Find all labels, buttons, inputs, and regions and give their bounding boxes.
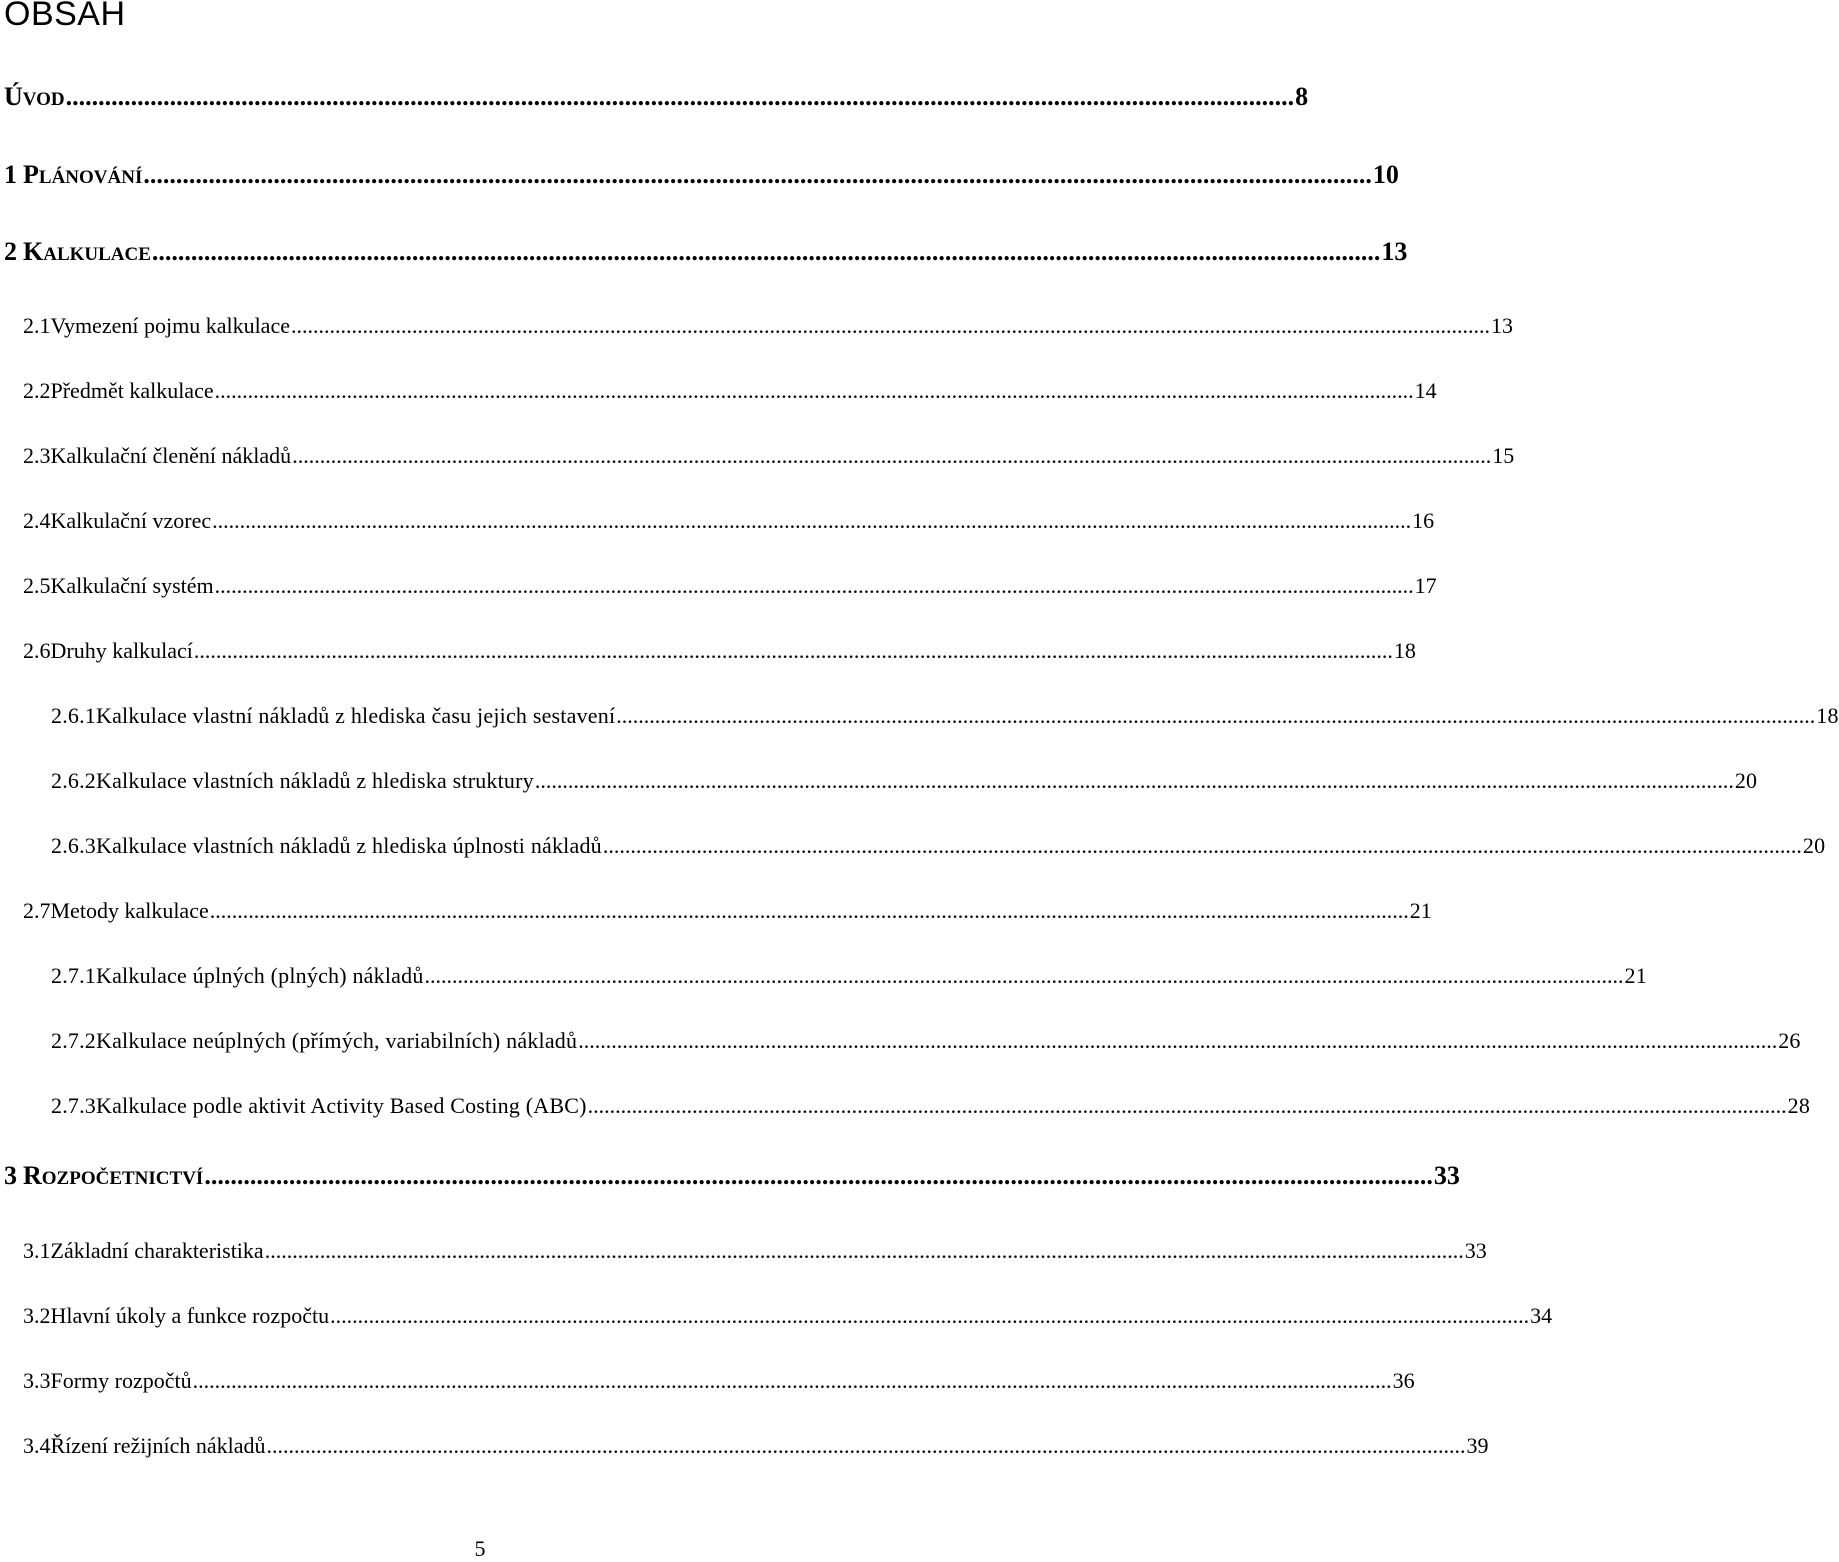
toc-entry-title: Kalkulace neúplných (přímých, variabilních) nákladů <box>96 1028 578 1053</box>
toc-entry-page: 20 <box>1802 833 1826 858</box>
toc-entry-title: Kalkulační systém <box>50 573 214 598</box>
toc-entry-2-6-2[interactable] <box>51 768 1758 794</box>
toc-entry-2-6-1[interactable] <box>51 703 1839 729</box>
dot-leader: .......................................................................................................................................................................................................................... <box>209 898 1409 923</box>
toc-entry-title: Předmět kalkulace <box>50 378 214 403</box>
toc-entry-title: PLÁNOVÁNÍ <box>23 160 143 189</box>
toc-entry-number: 3 <box>4 1161 17 1190</box>
toc-entry-number: 2 <box>4 237 17 266</box>
toc-entry-title: Kalkulace úplných (plných) nákladů <box>96 963 424 988</box>
toc-entry-number: 3.1 <box>23 1238 51 1263</box>
toc-entry-page: 15 <box>1492 443 1515 468</box>
toc-entry-2-3[interactable] <box>23 443 1515 469</box>
toc-entry-page: 36 <box>1392 1368 1415 1393</box>
toc-entry-chapter-2[interactable] <box>4 237 1408 267</box>
toc-entry-page: 33 <box>1433 1161 1460 1190</box>
dot-leader: .......................................................................................................................................................................................................................... <box>192 1368 1392 1393</box>
dot-leader: .......................................................................................................................................................................................................................... <box>212 508 1412 533</box>
toc-entry-number: 2.6.3 <box>51 833 96 858</box>
toc-entry-title: Kalkulace vlastní nákladů z hlediska času jejich sestavení <box>96 703 616 728</box>
toc-entry-title: ROZPOČETNICTVÍ <box>23 1161 204 1190</box>
toc-entry-2-5[interactable] <box>23 573 1437 599</box>
dot-leader: .......................................................................................................................................................................................................................... <box>534 768 1734 793</box>
toc-entry-3-3[interactable] <box>23 1368 1415 1394</box>
dot-leader: .......................................................................................................................................................................................................................... <box>214 573 1414 598</box>
toc-entry-page: 13 <box>1381 237 1408 266</box>
toc-entry-title: Kalkulace vlastních nákladů z hlediska struktury <box>96 768 534 793</box>
toc-entry-uvod[interactable] <box>4 82 1309 112</box>
toc-entry-number: 2.1 <box>23 313 51 338</box>
dot-leader: ............................................................................................................................................................................................. <box>151 237 1381 266</box>
toc-entry-page: 14 <box>1414 378 1437 403</box>
dot-leader: .......................................................................................................................................................................................................................... <box>616 703 1816 728</box>
toc-entry-title: KALKULACE <box>23 237 151 266</box>
toc-entry-page: 33 <box>1464 1238 1487 1263</box>
dot-leader: ............................................................................................................................................................................................. <box>143 160 1372 189</box>
toc-entry-page: 13 <box>1490 313 1513 338</box>
toc-entry-page: 21 <box>1624 963 1647 988</box>
toc-entry-number: 2.6.1 <box>51 703 96 728</box>
dot-leader: .......................................................................................................................................................................................................................... <box>602 833 1802 858</box>
toc-entry-title: Základní charakteristika <box>50 1238 264 1263</box>
toc-entry-number: 2.5 <box>23 573 51 598</box>
toc-entry-2-4[interactable] <box>23 508 1435 534</box>
toc-entry-chapter-3[interactable] <box>4 1161 1460 1191</box>
toc-entry-2-7-1[interactable] <box>51 963 1647 989</box>
dot-leader: .......................................................................................................................................................................................................................... <box>266 1433 1466 1458</box>
dot-leader: .......................................................................................................................................................................................................................... <box>292 443 1492 468</box>
toc-entry-page: 10 <box>1372 160 1399 189</box>
toc-entry-chapter-1[interactable] <box>4 160 1399 190</box>
dot-leader: .......................................................................................................................................................................................................................... <box>330 1303 1530 1328</box>
toc-entry-number: 2.6 <box>23 638 51 663</box>
toc-entry-2-7-3[interactable] <box>51 1093 1811 1119</box>
toc-entry-title: Formy rozpočtů <box>50 1368 192 1393</box>
toc-entry-number: 2.7.2 <box>51 1028 96 1053</box>
toc-entry-number: 2.2 <box>23 378 51 403</box>
toc-entry-title: Vymezení pojmu kalkulace <box>50 313 290 338</box>
toc-entry-number: 3.2 <box>23 1303 51 1328</box>
toc-entry-number: 2.7.3 <box>51 1093 96 1118</box>
toc-entry-number: 2.7 <box>23 898 51 923</box>
toc-entry-number: 2.3 <box>23 443 51 468</box>
toc-entry-page: 34 <box>1530 1303 1553 1328</box>
dot-leader: .......................................................................................................................................................................................................................... <box>214 378 1414 403</box>
toc-entry-page: 16 <box>1412 508 1435 533</box>
toc-entry-title: Kalkulace podle aktivit Activity Based Costing (ABC) <box>96 1093 587 1118</box>
dot-leader: ............................................................................................................................................................................................. <box>204 1161 1433 1190</box>
toc-entry-2-1[interactable] <box>23 313 1513 339</box>
toc-entry-page: 18 <box>1816 703 1839 728</box>
toc-entry-2-7-2[interactable] <box>51 1028 1801 1054</box>
toc-entry-title: Kalkulace vlastních nákladů z hlediska úplnosti nákladů <box>96 833 602 858</box>
toc-entry-page: 26 <box>1778 1028 1801 1053</box>
dot-leader: .......................................................................................................................................................................................................................... <box>290 313 1490 338</box>
toc-entry-3-2[interactable] <box>23 1303 1553 1329</box>
toc-entry-number: 2.6.2 <box>51 768 96 793</box>
toc-entry-title: Hlavní úkoly a funkce rozpočtu <box>50 1303 330 1328</box>
toc-entry-number: 3.4 <box>23 1433 51 1458</box>
toc-entry-3-1[interactable] <box>23 1238 1487 1264</box>
toc-entry-number: 2.7.1 <box>51 963 96 988</box>
toc-entry-2-7[interactable] <box>23 898 1432 924</box>
toc-entry-title: ÚVOD <box>4 82 65 111</box>
toc-entry-title: Druhy kalkulací <box>50 638 193 663</box>
toc-entry-page: 17 <box>1414 573 1437 598</box>
page-title: OBSAH <box>4 0 126 33</box>
dot-leader: .......................................................................................................................................................................................................................... <box>264 1238 1464 1263</box>
toc-entry-2-2[interactable] <box>23 378 1437 404</box>
toc-entry-page: 8 <box>1295 82 1309 111</box>
dot-leader: .......................................................................................................................................................................................................................... <box>578 1028 1778 1053</box>
toc-entry-3-4[interactable] <box>23 1433 1489 1459</box>
toc-entry-page: 21 <box>1409 898 1432 923</box>
toc-entry-title: Kalkulační členění nákladů <box>50 443 292 468</box>
toc-entry-page: 28 <box>1787 1093 1811 1118</box>
toc-entry-title: Kalkulační vzorec <box>50 508 212 533</box>
toc-entry-page: 39 <box>1466 1433 1489 1458</box>
toc-entry-title: Metody kalkulace <box>50 898 209 923</box>
toc-entry-page: 20 <box>1734 768 1758 793</box>
toc-entry-number: 3.3 <box>23 1368 51 1393</box>
toc-entry-2-6-3[interactable] <box>51 833 1826 859</box>
toc-entry-2-6[interactable] <box>23 638 1416 664</box>
toc-entry-title: Řízení režijních nákladů <box>50 1433 266 1458</box>
toc-entry-number: 2.4 <box>23 508 51 533</box>
toc-entry-page: 18 <box>1393 638 1416 663</box>
dot-leader: .......................................................................................................................................................................................................................... <box>193 638 1393 663</box>
dot-leader: .......................................................................................................................................................................................................................... <box>424 963 1624 988</box>
dot-leader: .......................................................................................................................................................................................................................... <box>587 1093 1787 1118</box>
page-number: 5 <box>474 1536 486 1561</box>
dot-leader: ............................................................................................................................................................................................. <box>65 82 1295 111</box>
toc-entry-number: 1 <box>4 160 17 189</box>
